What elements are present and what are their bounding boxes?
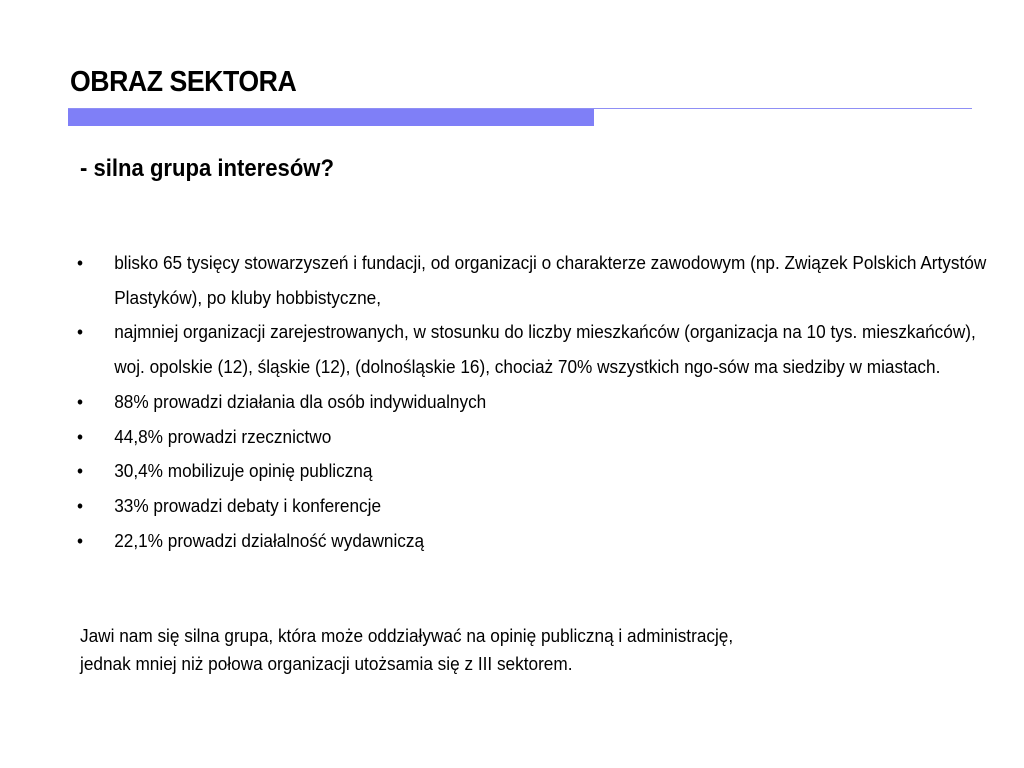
conclusion-line: Jawi nam się silna grupa, która może oddziaływać na opinię publiczną i administrację, xyxy=(80,625,734,646)
bullet-list xyxy=(77,246,987,558)
slide-subtitle: - silna grupa interesów? xyxy=(80,155,334,182)
bullet-text: 30,4% mobilizuje opinię publiczną xyxy=(114,460,373,482)
bullet-text: 88% prowadzi działania dla osób indywidualnych xyxy=(114,390,487,412)
bullet-marker: • xyxy=(77,252,84,273)
bullet-marker: • xyxy=(77,494,84,516)
bullet-text: 33% prowadzi debaty i konferencje xyxy=(114,494,382,516)
slide-title: OBRAZ SEKTORA xyxy=(70,66,297,98)
bullet-item xyxy=(77,489,1007,524)
bullet-marker: • xyxy=(77,390,84,412)
bullet-item xyxy=(77,420,1007,455)
bullet-item xyxy=(77,385,1007,420)
bullet-text: 44,8% prowadzi rzecznictwo xyxy=(114,425,332,447)
bullet-item xyxy=(77,246,1007,315)
bullet-text: najmniej organizacji zarejestrowanych, w stosunku do liczby mieszkańców (organizacja na 10 tys. mieszkańców), woj. opolskie (12), śląskie (12), (dolnośląskie 16), chociaż 70% wszystkich ngo-sów ma siedziby w miastach. xyxy=(114,321,976,378)
title-underline-bar xyxy=(68,109,594,126)
bullet-marker: • xyxy=(77,460,84,482)
bullet-marker: • xyxy=(77,321,84,343)
bullet-text: blisko 65 tysięcy stowarzyszeń i fundacji, od organizacji o charakterze zawodowym (np. Związek Polskich Artystów Plastyków), po kluby hobbistyczne, xyxy=(114,252,987,308)
bullet-marker: • xyxy=(77,529,84,551)
bullet-item xyxy=(77,524,1007,559)
bullet-item xyxy=(77,454,1007,489)
bullet-marker: • xyxy=(77,425,84,447)
conclusion-text xyxy=(80,622,917,678)
bullet-item xyxy=(77,315,1007,384)
conclusion-line: jednak mniej niż połowa organizacji utożsamia się z III sektorem. xyxy=(80,653,573,674)
bullet-text: 22,1% prowadzi działalność wydawniczą xyxy=(114,529,425,551)
